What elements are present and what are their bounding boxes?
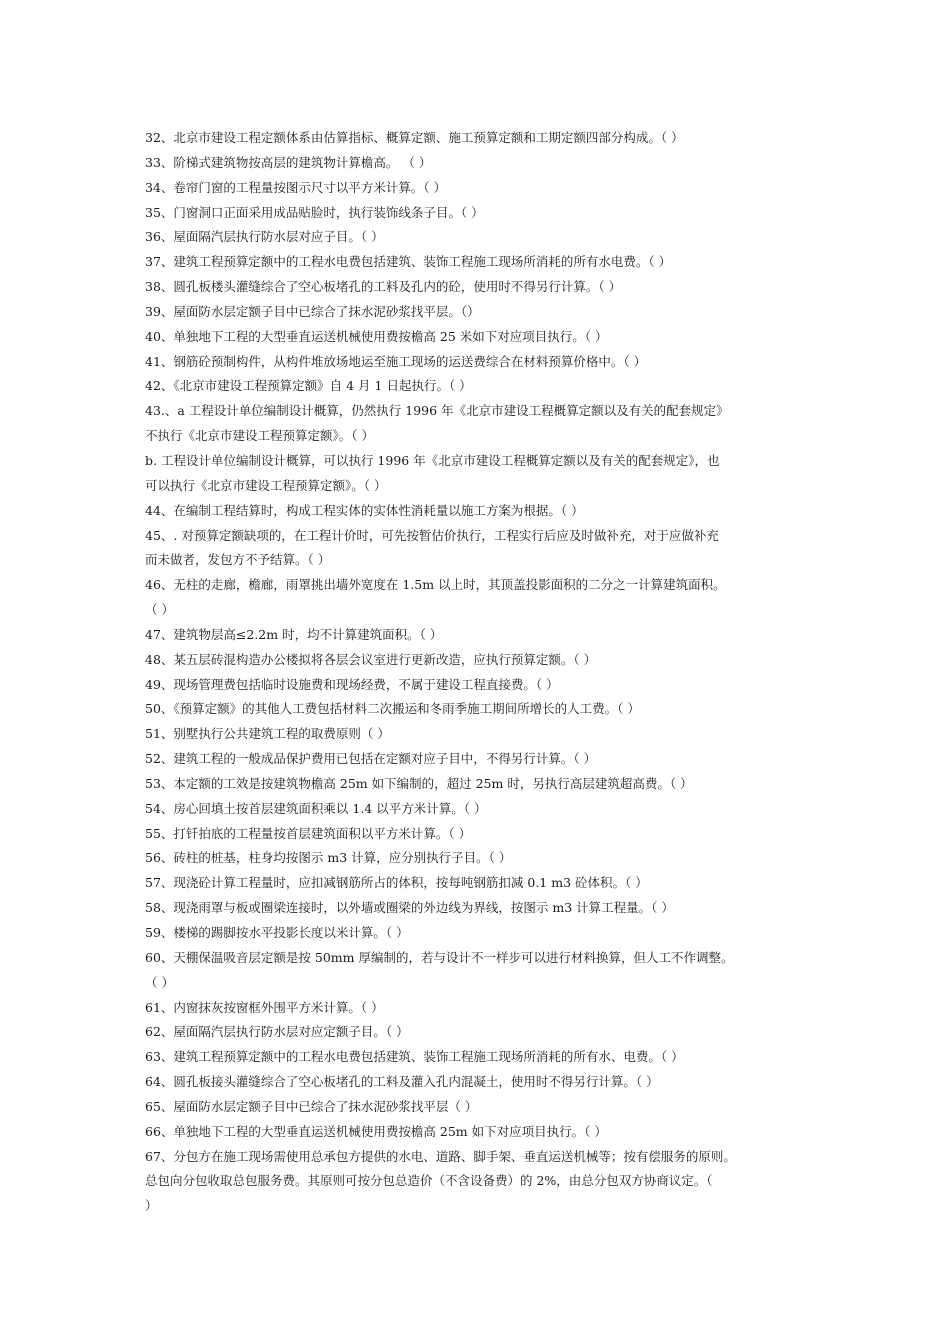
question-line: 35、门窗洞口正面采用成品贴脸时，执行装饰线条子目。（ ） <box>145 204 484 220</box>
question-line: 41、钢筋砼预制构件，从构件堆放场地运至施工现场的运送费综合在材料预算价格中。（ ） <box>145 353 647 369</box>
question-line: 58、现浇雨罩与板或圈梁连接时，以外墙或圈梁的外边线为界线，按图示 m3 计算工程量。（ ） <box>145 900 674 916</box>
question-line: 61、内窗抹灰按窗框外围平方米计算。（ ） <box>145 999 384 1015</box>
question-line: 总包向分包收取总包服务费。其原则可按分包总造价（不含设备费）的 2%，由总分包双方协商议定。（ <box>145 1173 713 1189</box>
question-line: 65、屋面防水层定额子目中已综合了抹水泥砂浆找平层（ ） <box>145 1098 478 1114</box>
question-line: 43.、a 工程设计单位编制设计概算，仍然执行 1996 年《北京市建设工程概算定额以及有关的配套规定》 <box>145 403 729 419</box>
question-line: 而未做者，发包方不予结算。（ ） <box>145 552 331 568</box>
question-line: 66、单独地下工程的大型垂直运送机械使用费按檐高 25m 如下对应项目执行。（ ） <box>145 1123 607 1139</box>
question-line: 45、. 对预算定额缺项的，在工程计价时，可先按暂估价执行，工程实行后应及时做补充，对于应做补充 <box>145 527 719 543</box>
question-line: 57、现浇砼计算工程量时，应扣减钢筋所占的体积，按每吨钢筋扣减 0.1 m3 砼体积。（ ） <box>145 875 648 891</box>
question-line: 可以执行《北京市建设工程预算定额》。（ ） <box>145 477 387 493</box>
question-line: 50、《预算定额》的其他人工费包括材料二次搬运和冬雨季施工期间所增长的人工费。（ ） <box>145 701 640 717</box>
question-line: 62、屋面隔汽层执行防水层对应定额子目。（ ） <box>145 1024 409 1040</box>
question-line: 42、《北京市建设工程预算定额》自 4 月 1 日起执行。（ ） <box>145 378 472 394</box>
question-line: 37、建筑工程预算定额中的工程水电费包括建筑、装饰工程施工现场所消耗的所有水电费。（ ） <box>145 254 672 270</box>
question-line: 48、某五层砖混构造办公楼拟将各层会议室进行更新改造，应执行预算定额。（ ） <box>145 651 597 667</box>
question-line: 54、房心回填土按首层建筑面积乘以 1.4 以平方米计算。（ ） <box>145 800 487 816</box>
question-line: 60、天棚保温吸音层定额是按 50mm 厚编制的，若与设计不一样步可以进行材料换算，但人工不作调整。 <box>145 949 734 965</box>
question-line: 59、楼梯的踢脚按水平投影长度以米计算。（ ） <box>145 925 409 940</box>
question-line: 39、屋面防水层定额子目中已综合了抹水泥砂浆找平层。（） <box>145 303 480 319</box>
question-line: 不执行《北京市建设工程预算定额》。（ ） <box>145 428 374 444</box>
question-line: 52、建筑工程的一般成品保护费用已包括在定额对应子目中，不得另行计算。（ ） <box>145 751 597 767</box>
question-line: 67、分包方在施工现场需使用总承包方提供的水电、道路、脚手架、垂直运送机械等；按有偿服务的原则。 <box>145 1148 736 1164</box>
question-line: 64、圆孔板接头灌缝综合了空心板堵孔的工料及灌入孔内混凝土，使用时不得另行计算。（ ） <box>145 1074 659 1090</box>
question-line: 33、阶梯式建筑物按高层的建筑物计算檐高。 （ ） <box>145 154 432 170</box>
question-line: ） <box>145 1198 158 1214</box>
question-line: 51、别墅执行公共建筑工程的取费原则（ ） <box>145 726 390 742</box>
question-line: 55、打钎拍底的工程量按首层建筑面积以平方米计算。（ ） <box>145 825 472 841</box>
question-line: 44、在编制工程结算时，构成工程实体的实体性消耗量以施工方案为根据。（ ） <box>145 502 584 518</box>
question-line: 49、现场管理费包括临时设施费和现场经费，不属于建设工程直接费。（ ） <box>145 676 559 692</box>
question-line: 38、圆孔板楼头灌缝综合了空心板堵孔的工料及孔内的砼，使用时不得另行计算。（ ） <box>145 279 622 295</box>
question-line: 34、卷帘门窗的工程量按图示尺寸以平方米计算。（ ） <box>145 179 447 195</box>
question-line: 63、建筑工程预算定额中的工程水电费包括建筑、装饰工程施工现场所消耗的所有水、电费。（ ） <box>145 1049 684 1065</box>
question-line: （ ） <box>145 974 174 990</box>
question-line: 47、建筑物层高≤2.2m 时，均不计算建筑面积。（ ） <box>145 626 443 642</box>
question-line: （ ） <box>145 602 174 618</box>
question-line: b. 工程设计单位编制设计概算，可以执行 1996 年《北京市建设工程概算定额以及有关的配套规定》，也 <box>145 452 720 468</box>
question-list <box>145 126 813 1219</box>
question-line: 32、北京市建设工程定额体系由估算指标、概算定额、施工预算定额和工期定额四部分构成。（ ） <box>145 130 684 145</box>
question-line: 53、本定额的工效是按建筑物檐高 25m 如下编制的，超过 25m 时，另执行高层建筑超高费。（ ） <box>145 775 693 791</box>
question-line: 36、屋面隔汽层执行防水层对应子目。（ ） <box>145 229 384 245</box>
question-line: 46、无柱的走廊，檐廊，雨罩挑出墙外宽度在 1.5m 以上时，其顶盖投影面积的二分之一计算建筑面积。 <box>145 577 726 593</box>
question-line: 56、砖柱的桩基，柱身均按图示 m3 计算，应分别执行子目。（ ） <box>145 850 512 866</box>
question-line: 40、单独地下工程的大型垂直运送机械使用费按檐高 25 米如下对应项目执行。（ ） <box>145 328 608 344</box>
